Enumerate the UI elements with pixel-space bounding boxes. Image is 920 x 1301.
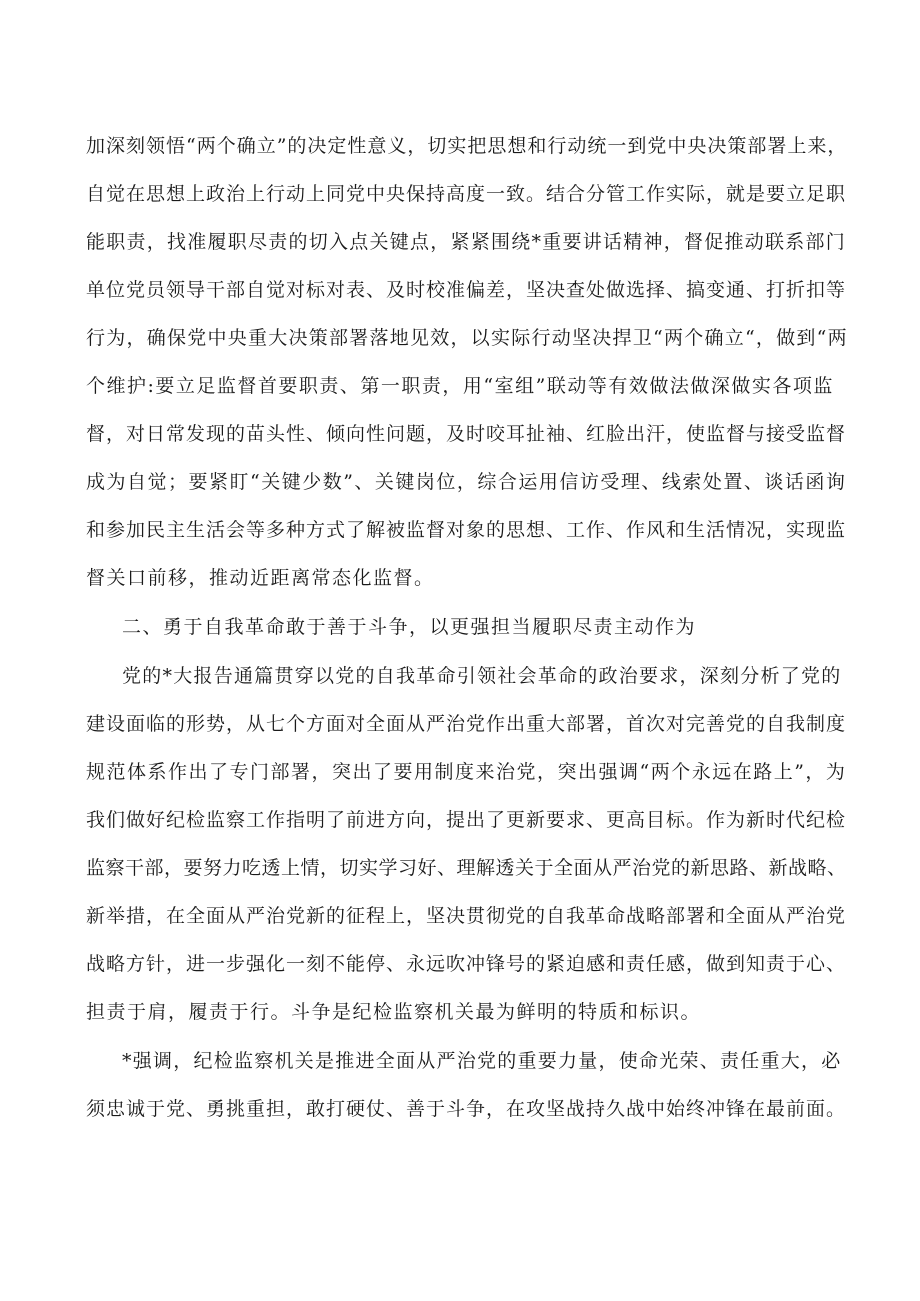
- text-line: 建设面临的形势，从七个方面对全面从严治党作出重大部署，首次对完善党的自我制度: [86, 713, 847, 735]
- text-line: 战略方针，进一步强化一刻不能停、永远吹冲锋号的紧迫感和责任感，做到知责于心、: [86, 953, 847, 975]
- text-line: 和参加民主生活会等多种方式了解被监督对象的思想、工作、作风和生活情况，实现监: [86, 519, 847, 541]
- text-line: 能职责，找准履职尽责的切入点关键点，紧紧围绕*重要讲话精神，督促推动联系部门: [86, 231, 847, 253]
- text-line: 党的*大报告通篇贯穿以党的自我革命引领社会革命的政治要求，深刻分析了党的: [122, 665, 842, 687]
- text-line: 行为，确保党中央重大决策部署落地见效，以实际行动坚决捍卫“两个确立“，做到“两: [86, 327, 848, 349]
- text-line: 单位党员领导干部自觉对标对表、及时校准偏差，坚决查处做选择、搞变通、打折扣等: [86, 279, 847, 301]
- section-heading: 二、勇于自我革命敢于善于斗争，以更强担当履职尽责主动作为: [122, 616, 697, 638]
- text-line: 加深刻领悟“两个确立”的决定性意义，切实把思想和行动统一到党中央决策部署上来，: [86, 135, 848, 157]
- text-line: 新举措，在全面从严治党新的征程上，坚决贯彻党的自我革命战略部署和全面从严治党: [86, 905, 847, 927]
- text-line: 成为自觉；要紧盯“关键少数”、关键岗位，综合运用信访受理、线索处置、谈话函询: [86, 471, 847, 493]
- text-line: 个维护:要立足监督首要职责、第一职责，用“室组”联动等有效做法做深做实各项监: [86, 375, 834, 397]
- text-line: 担责于肩，履责于行。斗争是纪检监察机关最为鲜明的特质和标识。: [86, 1001, 702, 1023]
- text-line: *强调，纪检监察机关是推进全面从严治党的重要力量，使命光荣、责任重大，必: [122, 1050, 842, 1072]
- text-line: 我们做好纪检监察工作指明了前进方向，提出了更新要求、更高目标。作为新时代纪检: [86, 809, 847, 831]
- text-line: 须忠诚于党、勇挑重担，敢打硬仗、善于斗争，在攻坚战持久战中始终冲锋在最前面。: [86, 1098, 847, 1120]
- text-line: 自觉在思想上政治上行动上同党中央保持高度一致。结合分管工作实际，就是要立足职: [86, 183, 847, 205]
- text-line: 监察干部，要努力吃透上情，切实学习好、理解透关于全面从严治党的新思路、新战略、: [86, 857, 847, 879]
- text-line: 督关口前移，推动近距离常态化监督。: [86, 567, 435, 589]
- text-line: 规范体系作出了专门部署，突出了要用制度来治党，突出强调“两个永远在路上”，为: [86, 761, 847, 783]
- text-line: 督，对日常发现的苗头性、倾向性问题，及时咬耳扯袖、红脸出汗，使监督与接受监督: [86, 423, 847, 445]
